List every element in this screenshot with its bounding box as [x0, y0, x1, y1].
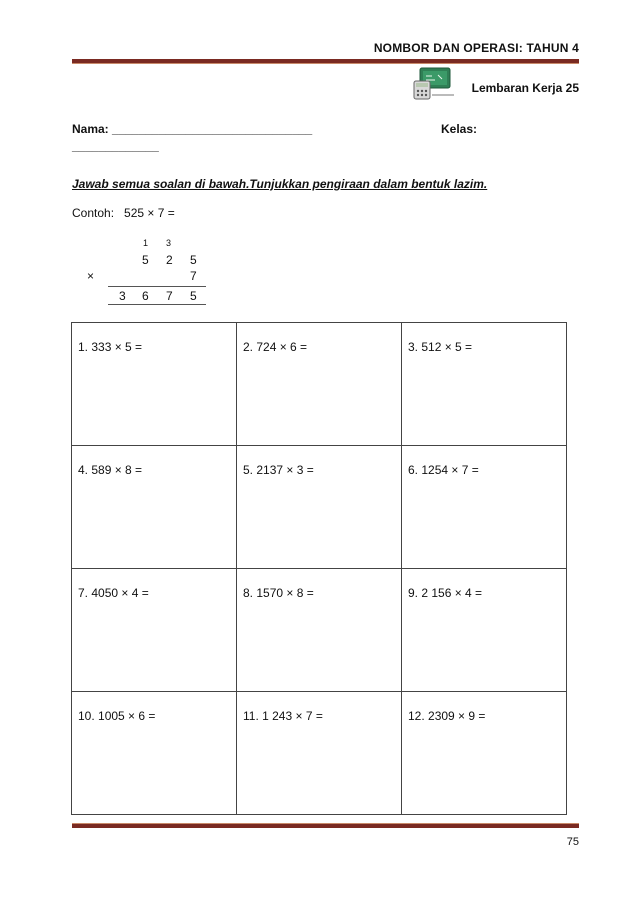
header-rule — [72, 59, 579, 64]
question-cell: 10. 1005 × 6 = — [72, 692, 237, 815]
question-cell: 11. 1 243 × 7 = — [237, 692, 402, 815]
example-multiplicand-digit: 5 — [190, 253, 197, 267]
header-title: NOMBOR DAN OPERASI: TAHUN 4 — [373, 41, 579, 55]
example-carry-digit: 1 — [143, 238, 149, 248]
page-number: 75 — [566, 836, 579, 848]
instruction-text: Jawab semua soalan di bawah.Tunjukkan pengiraan dalam bentuk lazim. — [72, 177, 488, 191]
example-times-sign: × — [87, 269, 95, 283]
question-row — [72, 323, 567, 446]
question-row — [72, 569, 567, 692]
example-label: Contoh: — [72, 206, 115, 220]
example-multiplicand-digit: 5 — [142, 253, 149, 267]
question-cell: 4. 589 × 8 = — [72, 446, 237, 569]
example-result-digit: 6 — [142, 289, 149, 303]
question-cell: 8. 1570 × 8 = — [237, 569, 402, 692]
question-row — [72, 446, 567, 569]
question-cell: 6. 1254 × 7 = — [402, 446, 567, 569]
question-row — [72, 692, 567, 815]
example-result-digit: 3 — [119, 289, 126, 303]
question-cell: 7. 4050 × 4 = — [72, 569, 237, 692]
example-result-digit: 7 — [166, 289, 173, 303]
example-multiplier-digit: 7 — [190, 269, 197, 283]
worksheet-label: Lembaran Kerja 25 — [471, 81, 579, 95]
example-expression: 525 × 7 = — [124, 206, 175, 220]
question-grid — [71, 322, 567, 815]
example-carry-digit: 3 — [166, 238, 172, 248]
kelas-label: Kelas: — [441, 122, 478, 136]
name-field-line: Nama: ______________________________ — [72, 122, 313, 136]
example-multiplicand-digit: 2 — [166, 253, 173, 267]
question-cell: 12. 2309 × 9 = — [402, 692, 567, 815]
example-working-line — [108, 304, 206, 305]
question-cell: 2. 724 × 6 = — [237, 323, 402, 446]
question-cell: 9. 2 156 × 4 = — [402, 569, 567, 692]
example-working-line — [108, 286, 206, 287]
question-cell: 1. 333 × 5 = — [72, 323, 237, 446]
kelas-field-line: _____________ — [72, 139, 159, 153]
example-result-digit: 5 — [190, 289, 197, 303]
example-heading — [72, 206, 175, 220]
question-cell: 3. 512 × 5 = — [402, 323, 567, 446]
footer-rule — [72, 823, 579, 828]
calculator-chalkboard-icon — [412, 67, 458, 101]
question-cell: 5. 2137 × 3 = — [237, 446, 402, 569]
